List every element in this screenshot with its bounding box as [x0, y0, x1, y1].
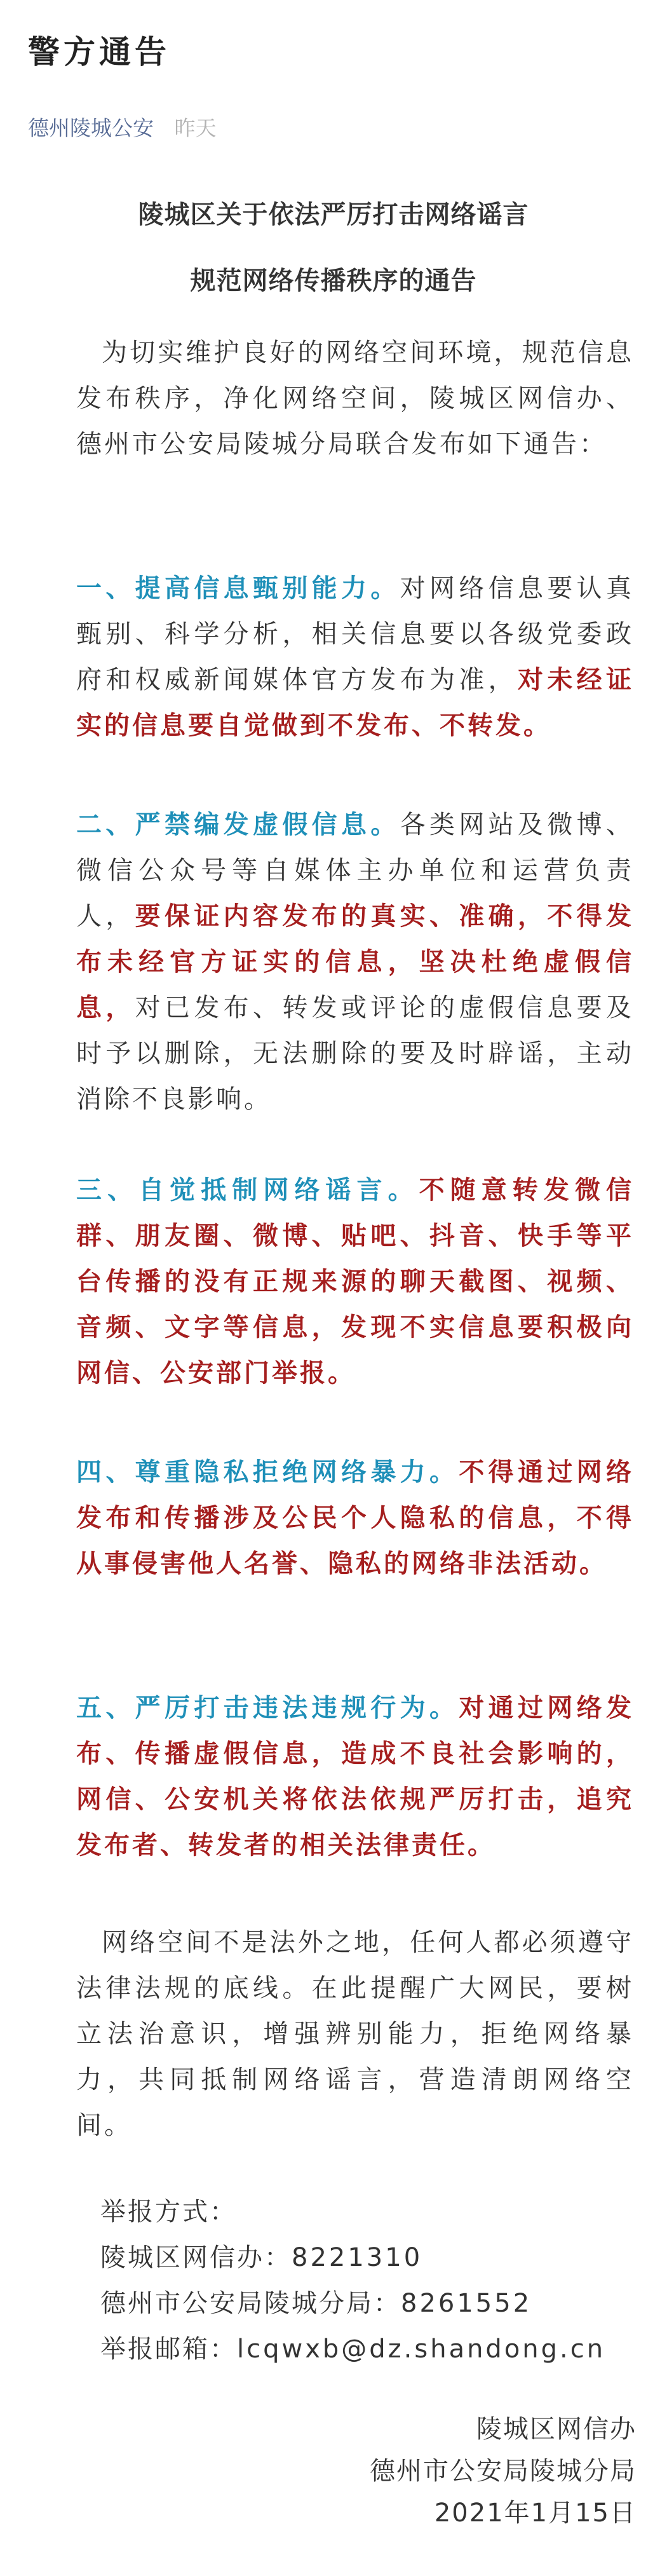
section-1-heading: 一、提高信息甄别能力。 [76, 574, 400, 603]
report-email: lcqwxb@dz.shandong.cn [237, 2335, 606, 2364]
section-2-heading: 二、严禁编发虚假信息。 [76, 810, 400, 839]
publish-time: 昨天 [174, 116, 217, 140]
section-1-paragraph [76, 566, 634, 749]
section-3-paragraph [76, 1167, 634, 1396]
report-phone-number: 8221310 [292, 2243, 423, 2272]
section-2-emphasis: 要保证内容发布的真实、准确，不得发布未经官方证实的信息，坚决杜绝虚假信息， [76, 902, 635, 1022]
section-1-emphasis: 对未经证实的信息要自觉做到不发布、不转发。 [76, 665, 634, 740]
signature-date: 2021年1月15日 [434, 2498, 637, 2528]
article-header [0, 0, 667, 141]
section-4-emphasis: 不得通过网络发布和传播涉及公民个人隐私的信息，不得从事侵害他人名誉、隐私的网络非法活动。 [76, 1458, 635, 1578]
report-item [100, 2326, 605, 2372]
signature-org-2: 德州市公安局陵城分局 [370, 2457, 637, 2486]
section-5-paragraph [76, 1685, 634, 1868]
section-4-heading: 四、尊重隐私拒绝网络暴力。 [76, 1458, 459, 1487]
report-item-label: 德州市公安局陵城分局： [100, 2289, 401, 2318]
report-contact-block [100, 2189, 605, 2372]
closing-paragraph: 网络空间不是法外之地，任何人都必须遵守法律法规的底线。在此提醒广大网民，要树立法治意识，增强辨别能力，拒绝网络暴力，共同抵制网络谣言，营造清朗网络空间。 [76, 1928, 634, 2140]
report-item-label: 陵城区网信办： [100, 2243, 292, 2272]
section-5-emphasis: 对通过网络发布、传播虚假信息，造成不良社会影响的，网信、公安机关将依法依规严厉打击，追究发布者、转发者的相关法律责任。 [76, 1693, 635, 1860]
signature-org-1: 陵城区网信办 [476, 2415, 637, 2444]
section-3-emphasis: 不随意转发微信群、朋友圈、微博、贴吧、抖音、快手等平台传播的没有正规来源的聊天截图、视频、音频、文字等信息，发现不实信息要积极向网信、公安部门举报。 [76, 1176, 635, 1388]
section-1-text: 对网络信息要认真甄别、科学分析，相关信息要以各级党委政府和权威新闻媒体官方发布为准， [76, 574, 635, 695]
intro-paragraph: 为切实维护良好的网络空间环境，规范信息发布秩序，净化网络空间，陵城区网信办、德州市公安局陵城分局联合发布如下通告： [76, 338, 634, 459]
signature-block [370, 2408, 637, 2534]
report-item [100, 2281, 605, 2326]
report-phone-number: 8261552 [401, 2289, 532, 2318]
notice-title-line-2: 规范网络传播秩序的通告 [190, 266, 477, 295]
section-3-heading: 三、自觉抵制网络谣言。 [76, 1176, 419, 1205]
section-2-text-continued: 对已发布、转发或评论的虚假信息要及时予以删除，无法删除的要及时辟谣，主动消除不良影响。 [76, 993, 635, 1114]
report-item [100, 2235, 605, 2281]
account-name-link[interactable]: 德州陵城公安 [28, 116, 154, 140]
section-5-heading: 五、严厉打击违法违规行为。 [76, 1693, 459, 1723]
notice-title-line-1: 陵城区关于依法严厉打击网络谣言 [138, 200, 529, 229]
section-2-text: 各类网站及微博、微信公众号等自媒体主办单位和运营负责人， [76, 810, 635, 931]
page-title: 警方通告 [28, 34, 170, 71]
report-label: 举报方式： [100, 2197, 237, 2227]
report-item-label: 举报邮箱： [100, 2335, 237, 2364]
section-2-paragraph [76, 802, 634, 1122]
section-4-paragraph [76, 1449, 634, 1587]
article-meta [28, 116, 639, 141]
